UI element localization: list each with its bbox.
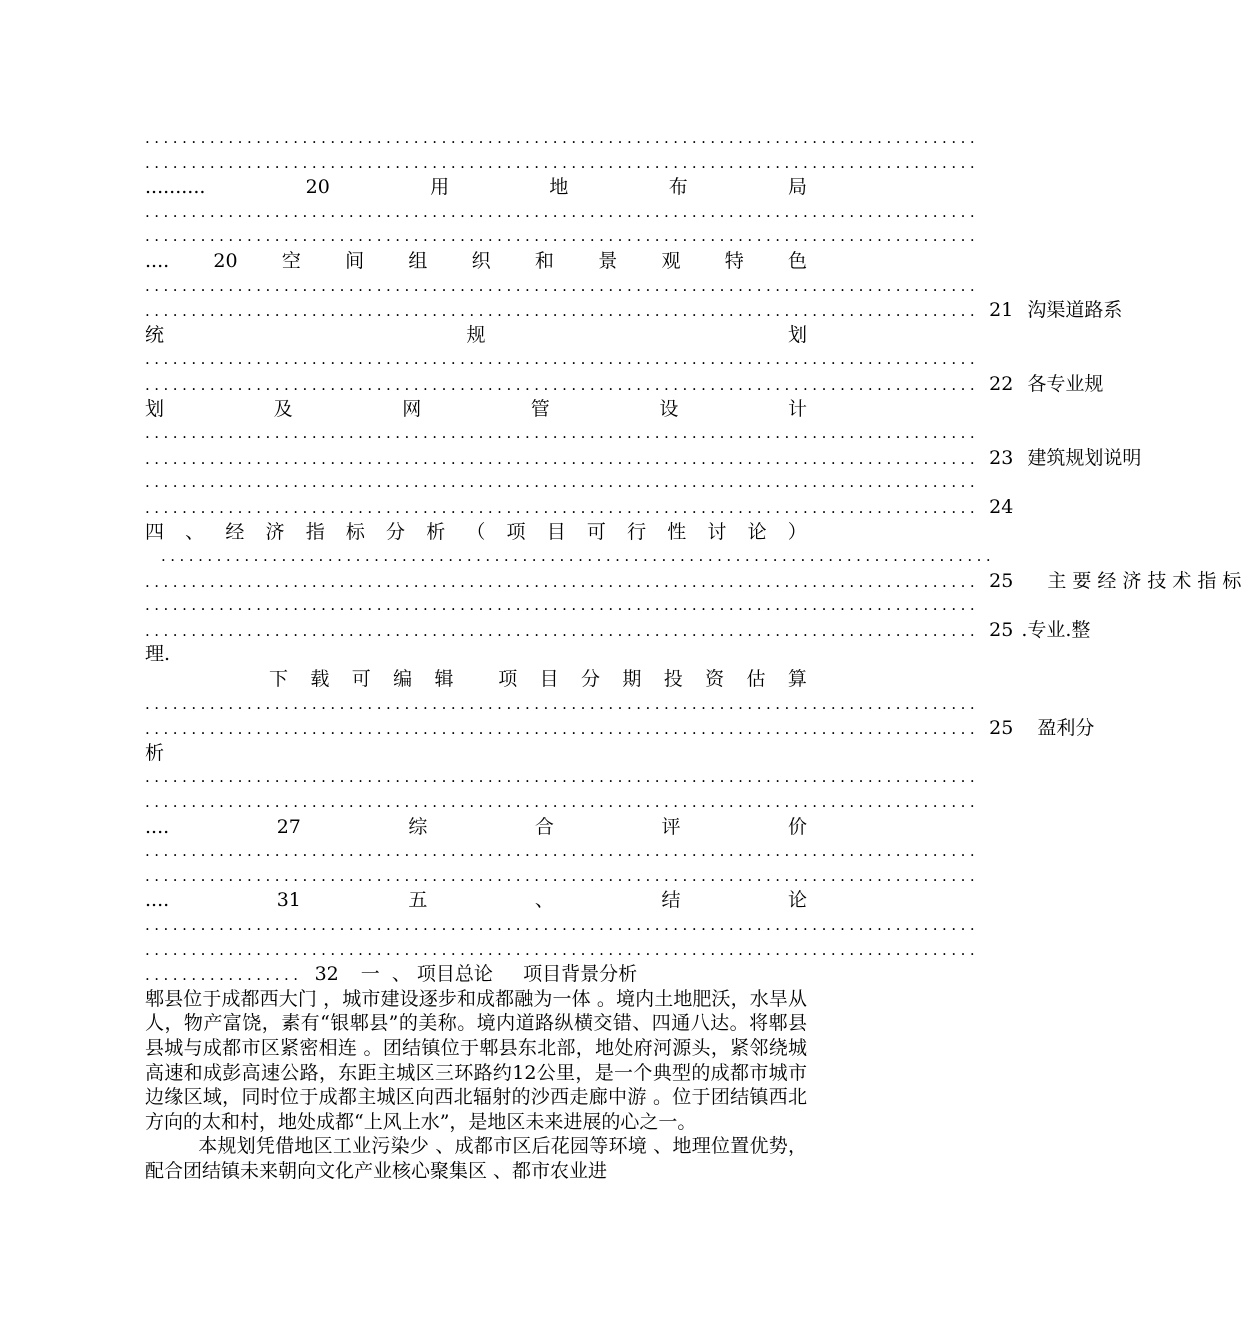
toc-leader-dots: .......................................................................................... — [145, 227, 980, 246]
toc-leader-dots: .......................................................................................... — [145, 129, 980, 147]
toc-entry[interactable] — [145, 618, 1091, 643]
toc-title-char: 估 — [746, 668, 766, 691]
toc-leader-dots: .......................................................................................... — [145, 768, 980, 787]
toc-title-char: 综 — [408, 815, 428, 838]
toc-entry-cont — [145, 520, 807, 545]
toc-title-char: 结 — [661, 889, 681, 912]
toc-title-char: 分 — [580, 668, 600, 691]
toc-title-char: 行 — [627, 520, 647, 543]
toc-leader-dots: .......................................................................................... — [145, 375, 980, 394]
toc-title-char: 载 — [310, 668, 330, 691]
toc-title-char: ） — [787, 520, 807, 543]
toc-title-char: 、 — [534, 889, 554, 912]
toc-title-char: 组 — [408, 249, 428, 272]
toc-title-char: 五 — [408, 889, 428, 912]
toc-entry[interactable] — [145, 716, 1095, 741]
toc-leader-dots: .......................................................................................... — [145, 694, 980, 713]
watermark-text: .专业.整 — [1021, 618, 1091, 641]
toc-title-char: 目 — [539, 668, 559, 691]
toc-title-char: 27 — [276, 815, 301, 838]
toc-title-char: 管 — [530, 397, 550, 420]
toc-title-char: 项 — [498, 668, 518, 691]
toc-title-char: 规 — [466, 323, 486, 346]
toc-leader-dots: .......................................................................................... — [145, 842, 980, 861]
toc-title-char: 讨 — [707, 520, 727, 543]
toc-title-char: 空 — [281, 249, 301, 272]
toc-page-number: 32 — [314, 963, 339, 986]
toc-title-char: 评 — [661, 815, 681, 838]
toc-title-char: 论 — [747, 520, 767, 543]
toc-title-char: 算 — [787, 668, 807, 691]
toc-title-char: 合 — [534, 815, 554, 838]
toc-title-char: 指 — [305, 520, 325, 543]
toc-leader-dots: .......................................................................................... — [145, 424, 980, 443]
toc-title-char: 计 — [787, 397, 807, 420]
body-paragraph: 本规划凭借地区工业污染少 、成都市区后花园等环境 、地理位置优势，配合团结镇未来朝向文化产业核心聚集区 、都市农业进 — [145, 1135, 807, 1182]
toc-title: 一 、 项目总论 项目背景分析 — [360, 963, 638, 986]
toc-title: 主要经济技术指标 — [1047, 569, 1247, 592]
toc-title-char: 辑 — [434, 668, 454, 691]
toc-entry[interactable] — [145, 815, 807, 840]
toc-entry[interactable] — [145, 298, 1123, 323]
toc-title-char: 20 — [213, 249, 238, 272]
toc-entry-cont — [145, 323, 807, 348]
toc-title-char: 可 — [351, 668, 371, 691]
toc-entry[interactable] — [145, 495, 1014, 520]
toc-title-char: 和 — [534, 249, 554, 272]
toc-title-char: 论 — [787, 889, 807, 912]
toc-title-char: 标 — [345, 520, 365, 543]
toc-entry[interactable] — [145, 667, 807, 692]
toc-leader-dots: .......................................................................................... — [145, 498, 980, 517]
toc-title-char: 设 — [659, 397, 679, 420]
toc-page-number: 21 — [989, 299, 1014, 322]
toc-leader-dots: .......................................................................................... — [145, 793, 980, 812]
toc-leader-dots: .......................................................................................... — [145, 572, 980, 591]
toc-entry[interactable] — [145, 175, 807, 200]
toc-leader-dots: ................. — [145, 966, 303, 985]
toc-leader-dots: .......................................................................................... — [145, 866, 980, 885]
toc-entry[interactable] — [145, 962, 807, 987]
toc-page-number: 25 — [989, 569, 1014, 592]
toc-title-char: 网 — [402, 397, 422, 420]
toc-leader-dots: .......................................................................................... — [145, 940, 980, 959]
toc-entry[interactable] — [145, 569, 1247, 594]
toc-leader-dots: .......................................................................................... — [161, 547, 996, 566]
toc-title: 盈利分 — [1037, 717, 1095, 740]
toc-title-char: 观 — [661, 249, 681, 272]
toc-entry[interactable] — [145, 888, 807, 913]
toc-title-char: 间 — [345, 249, 365, 272]
toc-title-char: 性 — [667, 520, 687, 543]
toc-title-char: 特 — [724, 249, 744, 272]
toc-title-char: 四 — [145, 520, 165, 543]
toc-title-char: 济 — [265, 520, 285, 543]
toc-entry[interactable] — [145, 446, 1142, 471]
toc-title-char: .... — [145, 889, 170, 912]
toc-page-number: 25 — [989, 618, 1014, 641]
toc-title-char: 统 — [145, 323, 165, 346]
toc-title-char: 、 — [185, 520, 205, 543]
toc-title-cont: 析 — [145, 741, 165, 764]
toc-title-char: 价 — [787, 815, 807, 838]
toc-title-char: 局 — [787, 176, 807, 199]
toc-title-char: .... — [145, 815, 170, 838]
toc-leader-dots: .......................................................................................... — [145, 202, 980, 221]
toc-title-char: 20 — [305, 176, 330, 199]
toc-title-char: 编 — [393, 668, 413, 691]
toc-entry[interactable] — [145, 249, 807, 274]
toc-title-char: 下 — [269, 668, 289, 691]
toc-leader-dots: .......................................................................................... — [145, 302, 980, 321]
toc-leader-dots: .......................................................................................... — [145, 276, 980, 295]
toc-leader-dots: .......................................................................................... — [145, 449, 980, 468]
toc-title-char: 布 — [668, 176, 688, 199]
toc-entry[interactable] — [145, 372, 1104, 397]
toc-title-char: .......... — [145, 176, 206, 199]
toc-leader-dots: .......................................................................................... — [145, 621, 980, 640]
toc-title-char: 期 — [622, 668, 642, 691]
document-page — [145, 126, 1247, 1184]
toc-leader-dots: .......................................................................................... — [145, 153, 980, 172]
toc-title-char: 划 — [145, 397, 165, 420]
toc-title-char: .... — [145, 249, 170, 272]
toc-leader-dots: .......................................................................................... — [145, 596, 980, 615]
toc-title-char: 析 — [426, 520, 446, 543]
toc-title-char: （ — [466, 520, 486, 543]
toc-leader-dots: .......................................................................................... — [145, 720, 980, 739]
toc-title-char: 地 — [549, 176, 569, 199]
toc-title-char: 31 — [276, 889, 301, 912]
toc-leader-dots: .......................................................................................... — [145, 916, 980, 934]
toc-title-char: 景 — [598, 249, 618, 272]
toc-title-char: 色 — [787, 249, 807, 272]
toc-title-char: 划 — [787, 323, 807, 346]
toc-title-char: 项 — [506, 520, 526, 543]
toc-title-char: 目 — [546, 520, 566, 543]
toc-title-char: 经 — [225, 520, 245, 543]
toc-title-char: 及 — [273, 397, 293, 420]
toc-title: 建筑规划说明 — [1027, 446, 1142, 469]
toc-entry-cont — [145, 397, 807, 422]
toc-page-number: 22 — [989, 372, 1014, 395]
toc-title-char: 织 — [471, 249, 491, 272]
body-paragraph: 郫县位于成都西大门 ，城市建设逐步和成都融为一体 。境内土地肥沃，水旱从人，物产富饶，素有“银郫县”的美称。境内道路纵横交错、四通八达。将郫县县城与成都市区紧密相连 。团结镇位于郫县东北部，地处府河源头，紧邻绕城高速和成彭高速公路，东距主城区三环路约12公里，是一个典型的成都市城市边缘区域，同时位于成都主城区向西北辐射的沙西走廊中游 。位于团结镇西北方向的太和村，地处成都“上风上水”，是地区未来进展的心之一。 — [145, 987, 807, 1133]
toc-title-char: 投 — [663, 668, 683, 691]
toc-title-char: 可 — [586, 520, 606, 543]
toc-title: 沟渠道路系 — [1027, 299, 1123, 322]
toc-page-number: 24 — [989, 495, 1014, 518]
watermark-text: 理. — [145, 643, 171, 666]
toc-title-char: 分 — [386, 520, 406, 543]
toc-page-number: 25 — [989, 717, 1014, 740]
toc-title-char: 用 — [430, 176, 450, 199]
toc-page-number: 23 — [989, 446, 1014, 469]
toc-leader-dots: .......................................................................................... — [145, 473, 980, 492]
toc-leader-dots: .......................................................................................... — [145, 350, 980, 369]
toc-title: 各专业规 — [1027, 372, 1104, 395]
toc-title-char: 资 — [705, 668, 725, 691]
